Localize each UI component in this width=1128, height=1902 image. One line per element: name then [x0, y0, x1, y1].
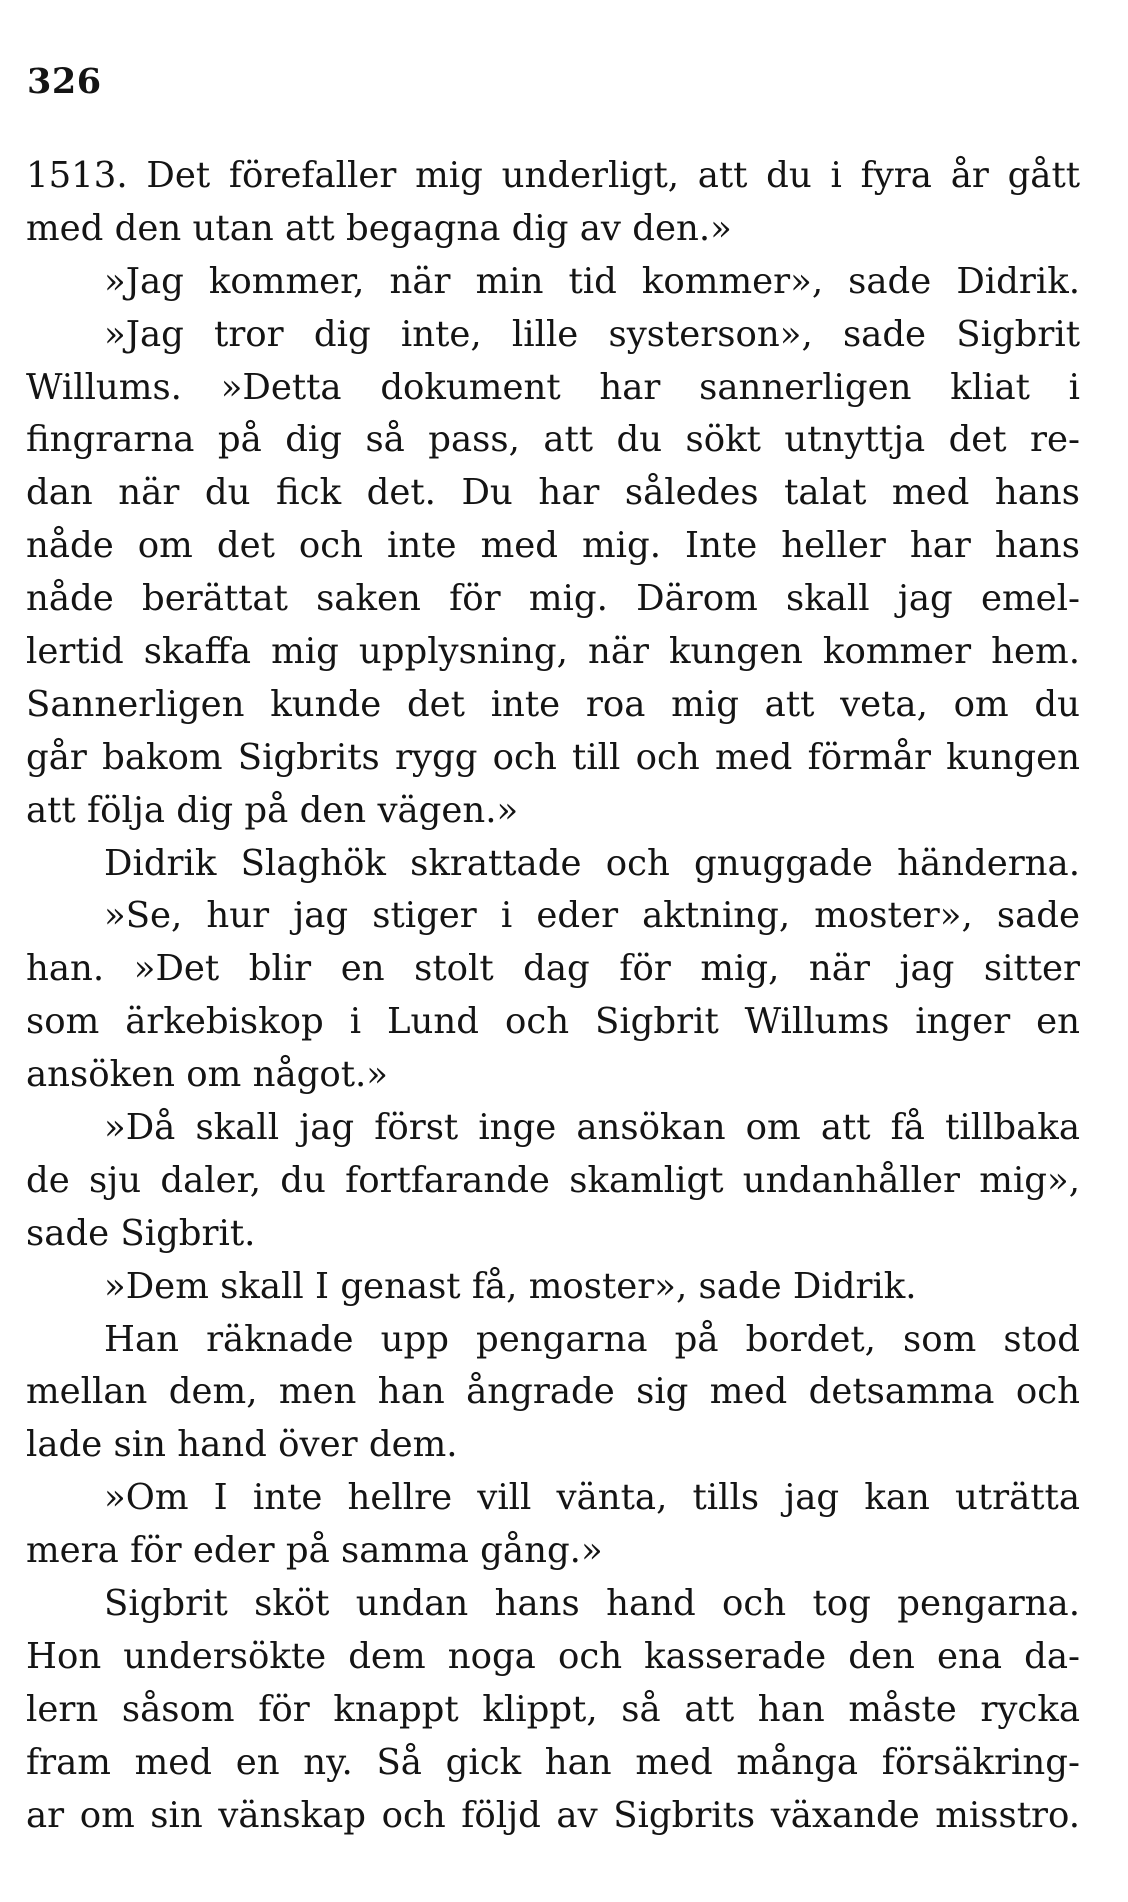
text-line: Willums. »Detta dokument har sannerligen kliat i [26, 366, 1080, 408]
text-line: han. »Det blir en stolt dag för mig, när jag sitter [26, 948, 1080, 990]
text-line: Sannerligen kunde det inte roa mig att veta, om du [26, 683, 1080, 725]
text-line: »Om I inte hellre vill vänta, tills jag kan uträtta [104, 1477, 1080, 1519]
text-line: ansöken om något.» [26, 1054, 389, 1096]
text-line: 1513. Det förefaller mig underligt, att du i fyra år gått [26, 155, 1080, 196]
text-line: Han räknade upp pengarna på bordet, som stod [104, 1318, 1080, 1360]
text-line: ar om sin vänskap och följd av Sigbrits växande misstro. [26, 1794, 1080, 1836]
text-line: de sju daler, du fortfarande skamligt undanhåller mig», [26, 1159, 1080, 1201]
text-line: fingrarna på dig så pass, att du sökt utnyttja det re- [26, 419, 1080, 461]
text-line: »Då skall jag först inge ansökan om att få tillbaka [104, 1107, 1080, 1149]
text-line: sade Sigbrit. [26, 1212, 256, 1254]
text-line: fram med en ny. Så gick han med många försäkring- [26, 1741, 1080, 1783]
page-text [26, 150, 1080, 1843]
text-line: med den utan att begagna dig av den.» [26, 207, 732, 249]
text-line: mellan dem, men han ångrade sig med detsamma och [26, 1371, 1080, 1413]
text-line: att följa dig på den vägen.» [26, 789, 519, 831]
text-line: som ärkebiskop i Lund och Sigbrit Willums inger en [26, 1001, 1080, 1043]
text-line: går bakom Sigbrits rygg och till och med förmår kungen [26, 736, 1080, 778]
text-line: »Dem skall I genast få, moster», sade Didrik. [104, 1265, 917, 1307]
text-line: »Jag tror dig inte, lille systerson», sade Sigbrit [104, 313, 1080, 355]
text-line: lern såsom för knappt klippt, så att han måste rycka [26, 1688, 1080, 1730]
text-line: Sigbrit sköt undan hans hand och tog pengarna. [104, 1583, 1080, 1625]
text-line: »Se, hur jag stiger i eder aktning, moster», sade [104, 895, 1080, 937]
text-line: dan när du fick det. Du har således talat med hans [26, 472, 1080, 514]
text-line: lertid skaffa mig upplysning, när kungen kommer hem. [26, 631, 1080, 673]
text-line: lade sin hand över dem. [26, 1424, 458, 1466]
page-number: 326 [27, 61, 102, 102]
text-line: nåde om det och inte med mig. Inte heller har hans [26, 525, 1080, 567]
text-line: mera för eder på samma gång.» [26, 1530, 603, 1572]
text-line: Didrik Slaghök skrattade och gnuggade händerna. [104, 842, 1080, 884]
text-line: »Jag kommer, när min tid kommer», sade Didrik. [104, 260, 1080, 302]
text-line: Hon undersökte dem noga och kasserade den ena da- [26, 1635, 1080, 1677]
text-line: nåde berättat saken för mig. Därom skall jag emel- [26, 578, 1080, 620]
